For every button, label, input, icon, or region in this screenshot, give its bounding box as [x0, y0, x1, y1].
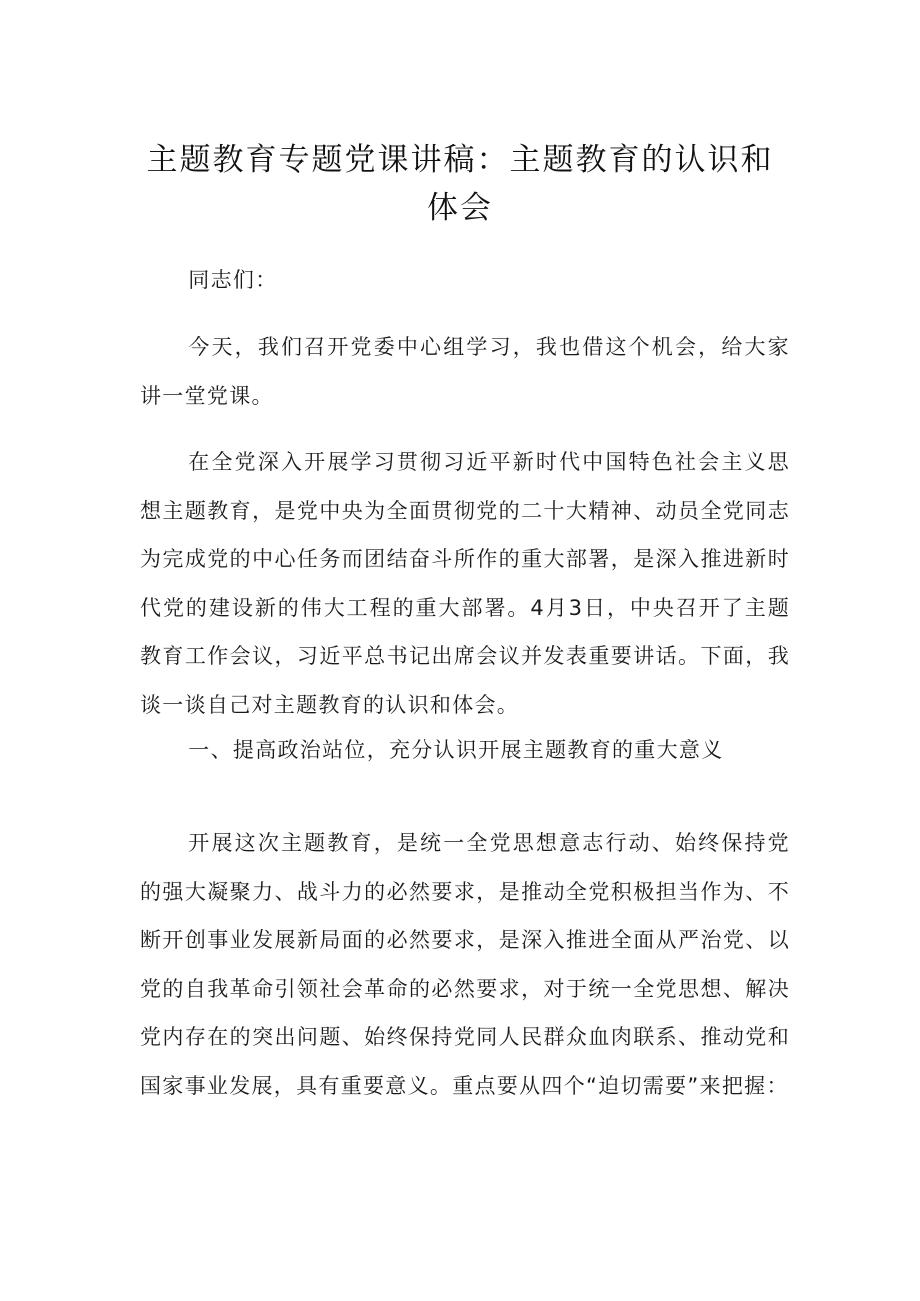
document-title — [140, 136, 780, 232]
section-heading: 一、提高政治站位，充分认识开展主题教育的重大意义 — [188, 738, 724, 762]
salutation: 同志们： — [188, 268, 278, 292]
section-paragraph: 开展这次主题教育，是统一全党思想意志行动、始终保持党的强大凝聚力、战斗力的必然要求，是推动全党积极担当作为、不断开创事业发展新局面的必然要求，是深入推进全面从严治党、以党的自我革命引领社会革命的必然要求，对于统一全党思想、解决党内存在的突出问题、始终保持党同人民群众血肉联系、推动党和国家事业发展，具有重要意义。重点要从四个“迫切需要”来把握： — [140, 831, 790, 1098]
document-title-line-2: 体会 — [427, 190, 493, 226]
paragraph-background: 在全党深入开展学习贯彻习近平新时代中国特色社会主义思想主题教育，是党中央为全面贯彻党的二十大精神、动员全党同志为完成党的中心任务而团结奋斗所作的重大部署，是深入推进新时代党的建设新的伟大工程的重大部署。4月3日，中央召开了主题教育工作会议，习近平总书记出席会议并发表重要讲话。下面，我谈一谈自己对主题教育的认识和体会。 — [140, 450, 790, 717]
paragraph-intro: 今天，我们召开党委中心组学习，我也借这个机会，给大家讲一堂党课。 — [140, 335, 790, 408]
document-title-line-1: 主题教育专题党课讲稿：主题教育的认识和 — [146, 142, 774, 178]
